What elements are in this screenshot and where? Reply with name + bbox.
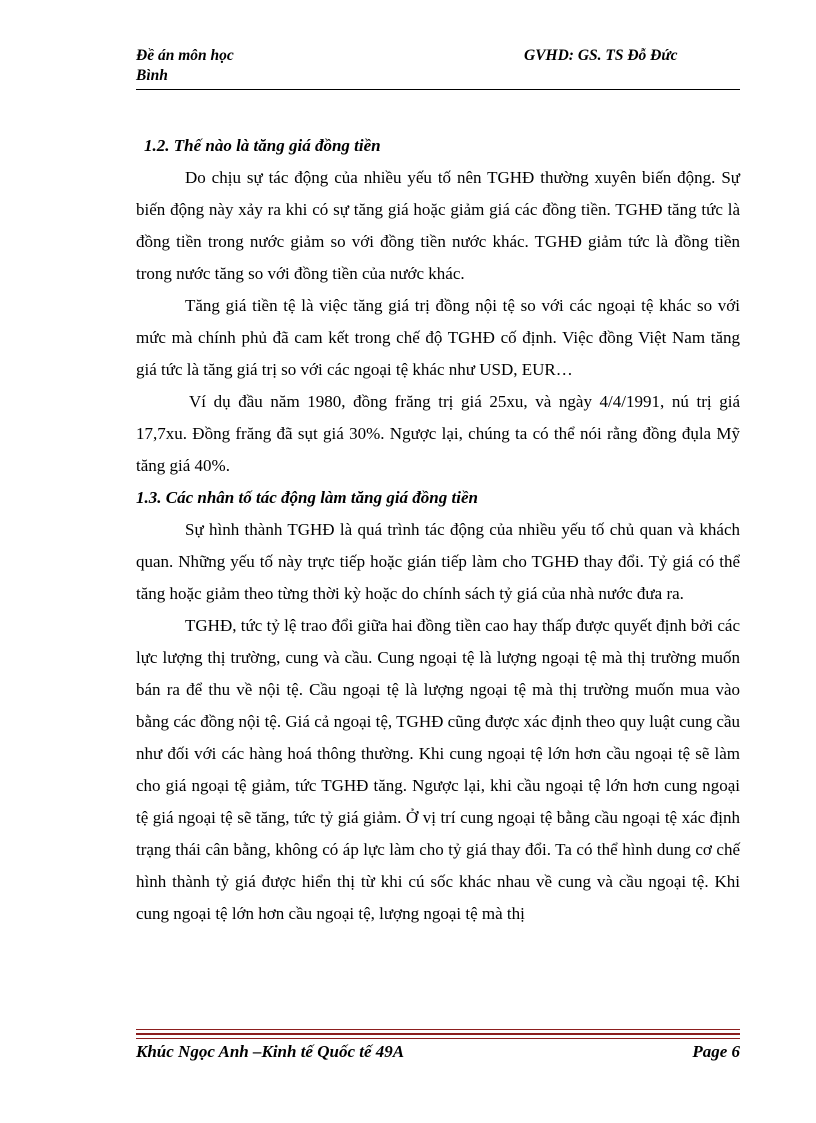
paragraph: Sự hình thành TGHĐ là quá trình tác động của nhiều yếu tố chủ quan và khách quan. Những yếu tố này trực tiếp hoặc gián tiếp làm cho TGHĐ thay đổi. Tỷ giá có thể tăng hoặc giảm theo từng thời kỳ hoặc do chính sách tỷ giá của nhà nước đưa ra.: [136, 520, 740, 603]
footer-divider-bottom: [136, 1038, 740, 1039]
footer-divider-top: [136, 1029, 740, 1030]
paragraph: TGHĐ, tức tỷ lệ trao đổi giữa hai đồng tiền cao hay thấp được quyết định bởi các lực lượng thị trường, cung và cầu. Cung ngoại tệ là lượng ngoại tệ mà thị trường muốn bán ra để thu về nội tệ. Cầu ngoại tệ là lượng ngoại tệ mà thị trường muốn mua vào bằng các đồng nội tệ. Giá cả ngoại tệ, TGHĐ cũng được xác định theo quy luật cung cầu như đối với các hàng hoá thông thường. Khi cung ngoại tệ lớn hơn cầu ngoại tệ sẽ làm cho giá ngoại tệ giảm, tức TGHĐ tăng. Ngược lại, khi cầu ngoại tệ lớn hơn cung ngoại tệ giá ngoại tệ sẽ tăng, tức tỷ giá giảm. Ở vị trí cung ngoại tệ bằng cầu ngoại tệ xác định trạng thái cân bằng, không có áp lực làm cho tỷ giá thay đổi. Ta có thể hình dung cơ chế hình thành tỷ giá được hiển thị từ khi cú sốc khác nhau về cung và cầu ngoại tệ. Khi cung ngoại tệ lớn hơn cầu ngoại tệ, lượng ngoại tệ mà thị: [136, 616, 740, 923]
paragraph: Do chịu sự tác động của nhiều yếu tố nên TGHĐ thường xuyên biến động. Sự biến động này xảy ra khi có sự tăng giá hoặc giảm giá các đồng tiền. TGHĐ tăng tức là đồng tiền trong nước giảm so với đồng tiền nước khác. TGHĐ giảm tức là đồng tiền trong nước tăng so với đồng tiền của nước khác.: [136, 168, 740, 283]
page-header: [136, 46, 740, 88]
section-heading-1-3: 1.3. Các nhân tố tác động làm tăng giá đồng tiền: [136, 488, 478, 507]
page-footer: [136, 1040, 740, 1064]
paragraph: Tăng giá tiền tệ là việc tăng giá trị đồng nội tệ so với các ngoại tệ khác so với mức mà chính phủ đã cam kết trong chế độ TGHĐ cố định. Việc đồng Việt Nam tăng giá tức là tăng giá trị so với các ngoại tệ khác như USD, EUR…: [136, 296, 740, 379]
footer-author: Khúc Ngọc Anh –Kinh tế Quốc tế 49A: [136, 1042, 405, 1061]
document-body: [136, 130, 740, 930]
paragraph-example: Ví dụ đầu năm 1980, đồng frăng trị giá 25xu, và ngày 4/4/1991, nú trị giá 17,7xu. Đồng frăng đã sụt giá 30%. Ngược lại, chúng ta có thể nói rằng đồng đụla Mỹ tăng giá 40%.: [136, 392, 740, 475]
header-course: Đề án môn học: [136, 47, 234, 64]
header-divider: [136, 89, 740, 90]
header-supervisor: GVHD: GS. TS Đỗ Đức: [524, 47, 678, 64]
page-number: Page 6: [692, 1042, 740, 1061]
header-supervisor-continued: Bình: [136, 67, 168, 84]
footer-divider-middle: [136, 1033, 740, 1035]
section-heading-1-2: 1.2. Thế nào là tăng giá đồng tiền: [144, 136, 381, 155]
